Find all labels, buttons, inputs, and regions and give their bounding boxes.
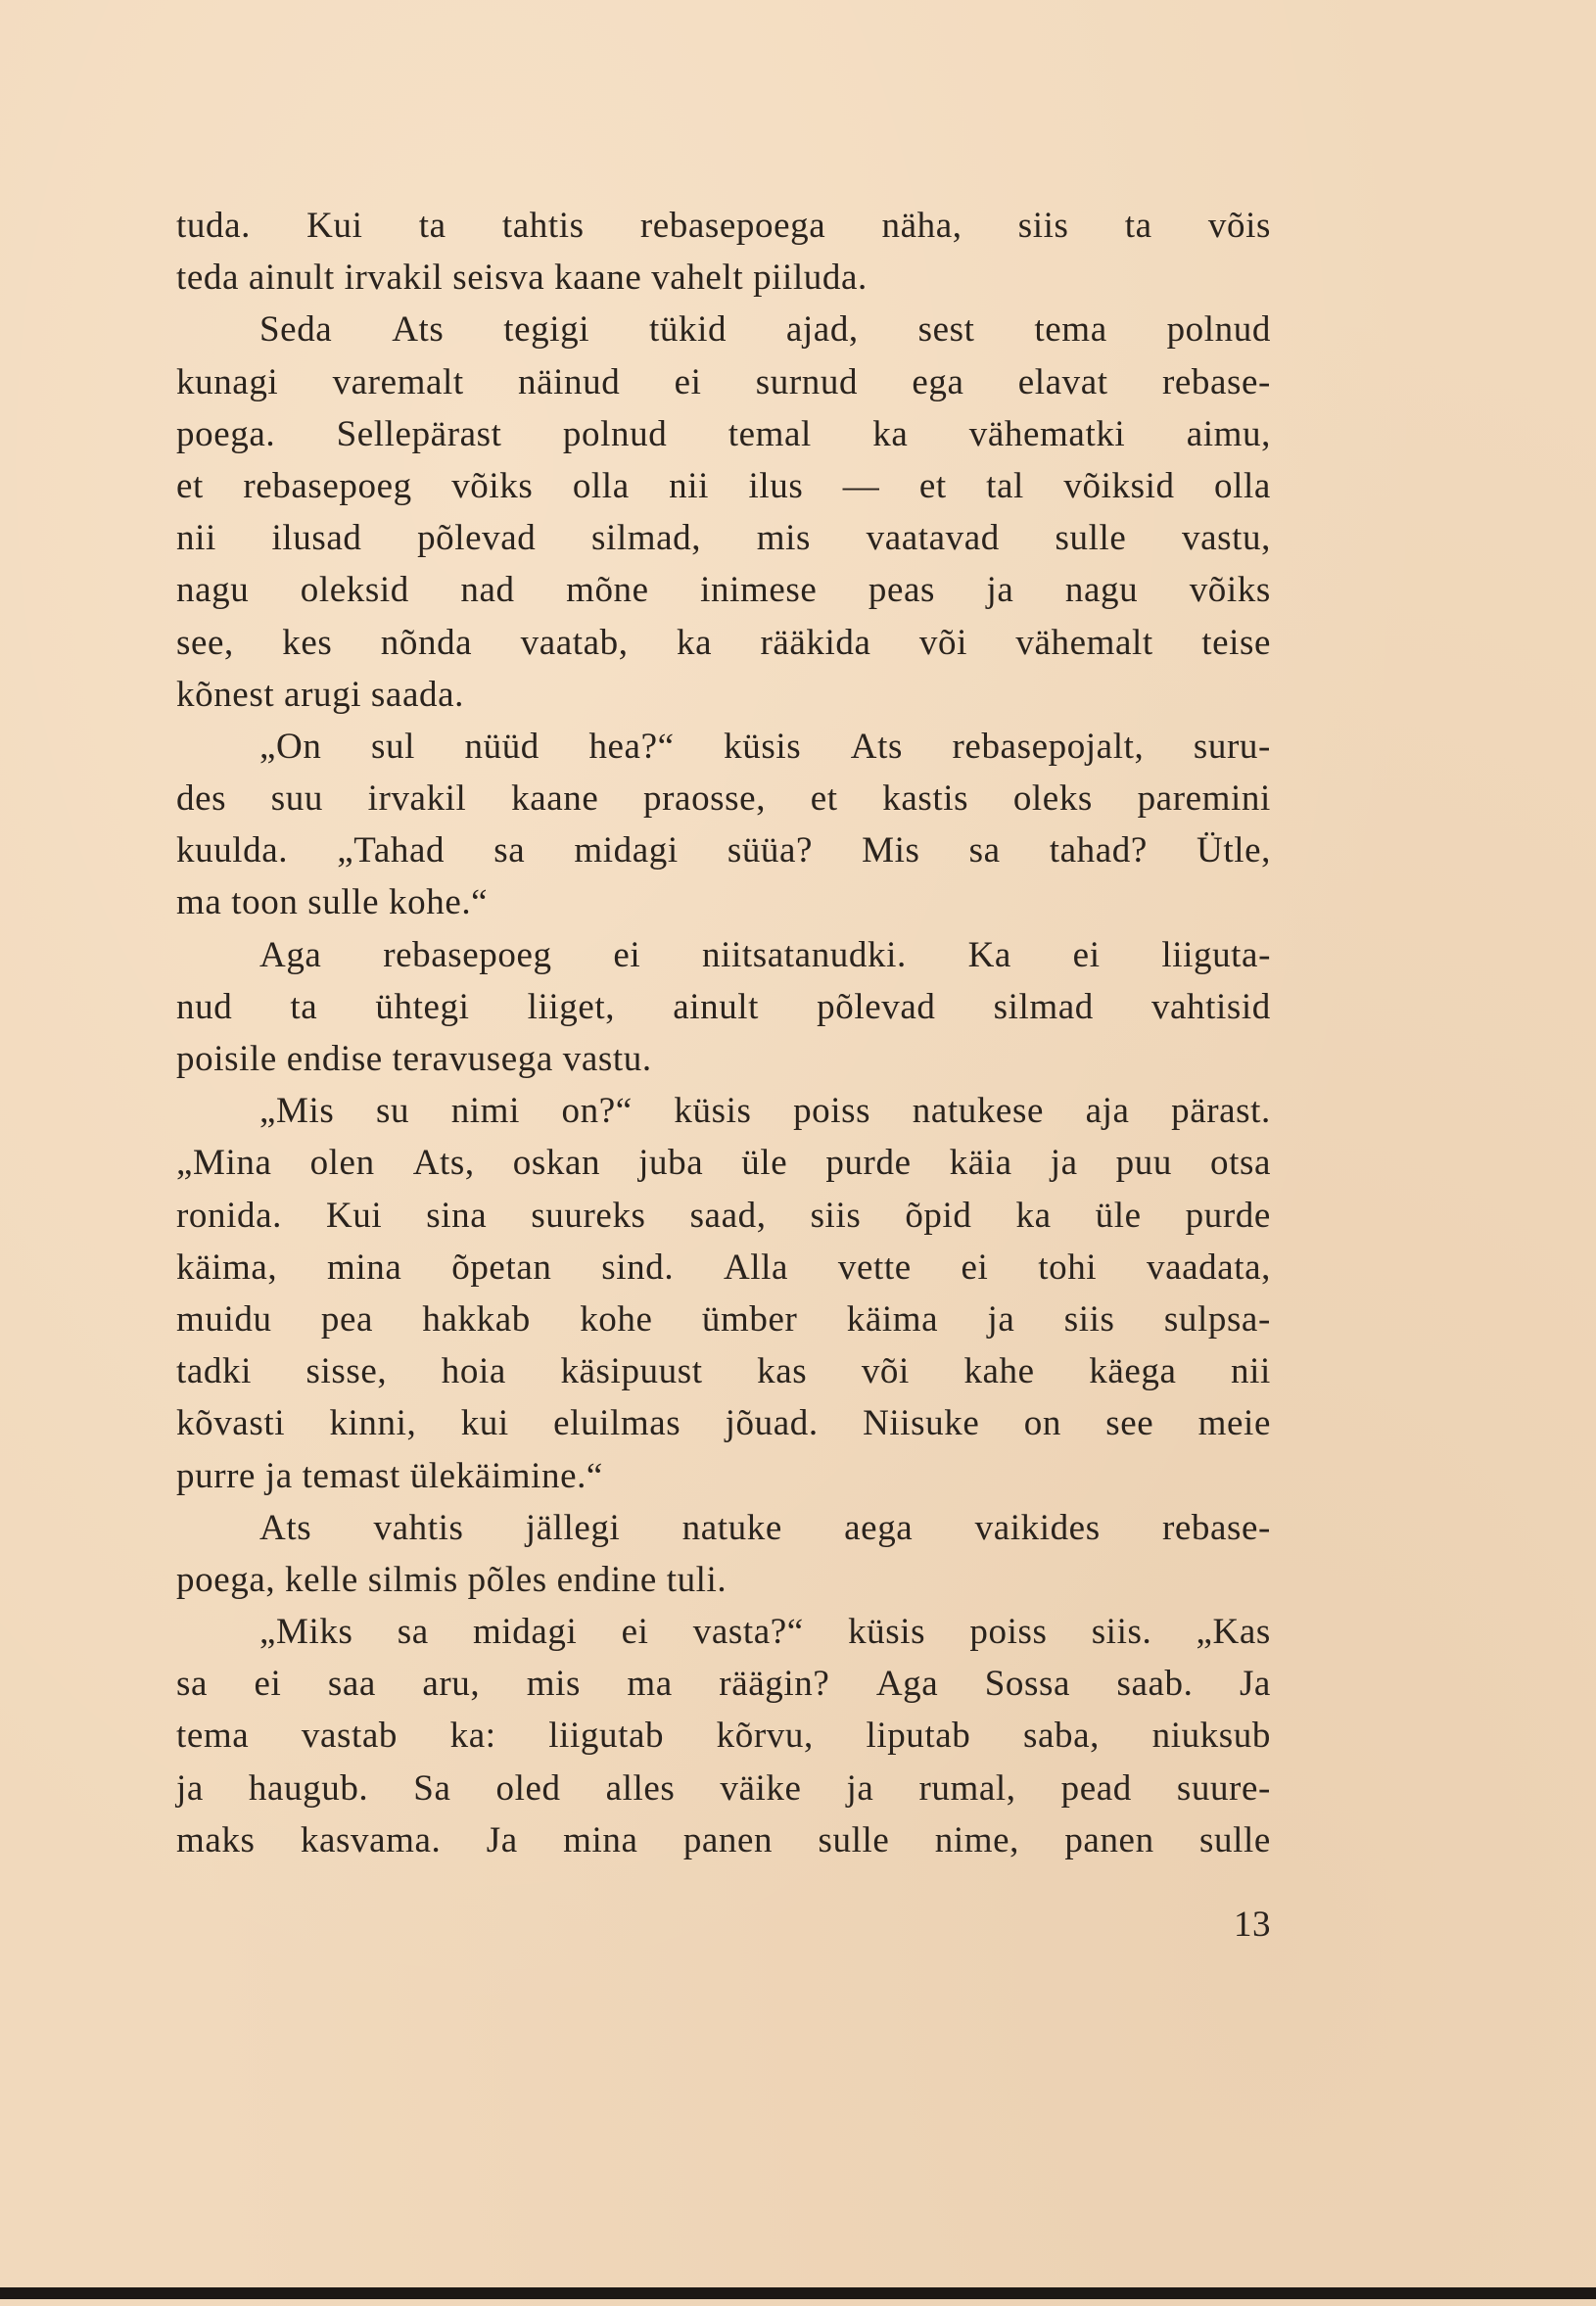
text-line: nud ta ühtegi liiget, ainult põlevad silmad vahtisid [176, 986, 1271, 1027]
text-line: poega, kelle silmis põles endine tuli. [176, 1559, 728, 1600]
text-line: purre ja temast ülekäimine.“ [176, 1455, 603, 1496]
text-line: kõnest arugi saada. [176, 674, 464, 715]
text-line: kunagi varemalt näinud ei surnud ega elavat rebase- [176, 361, 1271, 402]
text-line: teda ainult irvakil seisva kaane vahelt piiluda. [176, 258, 868, 299]
text-line: see, kes nõnda vaatab, ka rääkida või vähemalt teise [176, 622, 1271, 663]
text-line: muidu pea hakkab kohe ümber käima ja siis sulpsa- [176, 1298, 1271, 1340]
text-line: poisile endise teravusega vastu. [176, 1039, 652, 1079]
text-line: poega. Sellepärast polnud temal ka vähematki aimu, [176, 413, 1271, 454]
text-line: „On sul nüüd hea?“ küsis Ats rebasepojalt, suru- [259, 726, 1271, 767]
text-line: tadki sisse, hoia käsipuust kas või kahe käega nii [176, 1351, 1271, 1392]
text-line: ja haugub. Sa oled alles väike ja rumal, pead suure- [176, 1767, 1271, 1809]
text-line: maks kasvama. Ja mina panen sulle nime, panen sulle [176, 1819, 1271, 1860]
text-line: tema vastab ka: liigutab kõrvu, liputab saba, niuksub [176, 1716, 1271, 1757]
bottom-edge-rule [0, 2287, 1596, 2299]
text-line: Seda Ats tegigi tükid ajad, sest tema polnud [259, 309, 1271, 351]
text-line: des suu irvakil kaane praosse, et kastis oleks paremini [176, 778, 1271, 820]
text-line: „Mis su nimi on?“ küsis poiss natukese aja pärast. [259, 1091, 1271, 1132]
text-line: „Mina olen Ats, oskan juba üle purde käia ja puu otsa [176, 1143, 1271, 1184]
text-line: ronida. Kui sina suureks saad, siis õpid ka üle purde [176, 1195, 1271, 1236]
text-line: „Miks sa midagi ei vasta?“ küsis poiss siis. „Kas [259, 1612, 1271, 1653]
text-line: kõvasti kinni, kui eluilmas jõuad. Niisuke on see meie [176, 1403, 1271, 1444]
text-line: et rebasepoeg võiks olla nii ilus — et tal võiksid olla [176, 465, 1271, 506]
body-text [176, 200, 1271, 1866]
text-line: sa ei saa aru, mis ma räägin? Aga Sossa saab. Ja [176, 1664, 1271, 1705]
text-line: nagu oleksid nad mõne inimese peas ja nagu võiks [176, 570, 1271, 611]
text-line: nii ilusad põlevad silmad, mis vaatavad sulle vastu, [176, 518, 1271, 559]
page-number: 13 [1234, 1905, 1271, 1945]
text-line: ma toon sulle kohe.“ [176, 882, 489, 923]
text-line: kuulda. „Tahad sa midagi süüa? Mis sa tahad? Ütle, [176, 830, 1271, 871]
text-line: Aga rebasepoeg ei niitsatanudki. Ka ei liiguta- [259, 934, 1271, 975]
text-line: tuda. Kui ta tahtis rebasepoega näha, siis ta võis [176, 206, 1271, 246]
text-line: Ats vahtis jällegi natuke aega vaikides rebase- [259, 1507, 1271, 1548]
text-line: käima, mina õpetan sind. Alla vette ei tohi vaadata, [176, 1247, 1271, 1288]
